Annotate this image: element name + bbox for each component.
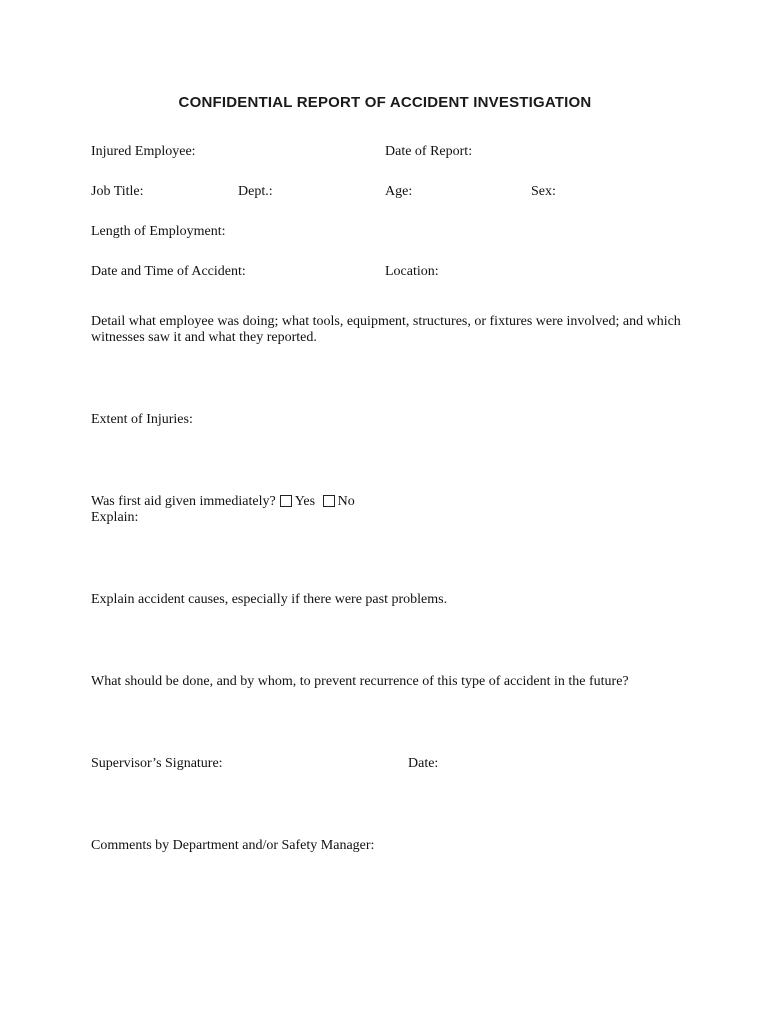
first-aid-question: Was first aid given immediately? bbox=[91, 494, 276, 509]
prevention-prompt: What should be done, and by whom, to prevent recurrence of this type of accident in the future? bbox=[91, 674, 629, 689]
location-label: Location: bbox=[385, 264, 439, 279]
detail-prompt: Detail what employee was doing; what tools, equipment, structures, or fixtures were involved; and which witnesses saw it and what they reported. bbox=[91, 314, 681, 345]
dept-label: Dept.: bbox=[238, 184, 273, 199]
date-of-report-label: Date of Report: bbox=[385, 144, 473, 159]
document-title: CONFIDENTIAL REPORT OF ACCIDENT INVESTIGATION bbox=[178, 94, 592, 111]
yes-label: Yes bbox=[294, 494, 316, 509]
no-checkbox[interactable] bbox=[323, 495, 335, 507]
extent-of-injuries-label: Extent of Injuries: bbox=[91, 412, 193, 427]
length-of-employment-label: Length of Employment: bbox=[91, 224, 226, 239]
supervisor-signature-label: Supervisor’s Signature: bbox=[91, 756, 223, 771]
age-label: Age: bbox=[385, 184, 413, 199]
injured-employee-label: Injured Employee: bbox=[91, 144, 196, 159]
causes-prompt: Explain accident causes, especially if there were past problems. bbox=[91, 592, 448, 607]
no-label: No bbox=[337, 494, 355, 509]
yes-checkbox[interactable] bbox=[280, 495, 292, 507]
date-time-accident-label: Date and Time of Accident: bbox=[91, 264, 246, 279]
date-label: Date: bbox=[408, 756, 439, 771]
comments-label: Comments by Department and/or Safety Manager: bbox=[91, 838, 375, 853]
job-title-label: Job Title: bbox=[91, 184, 144, 199]
explain-label: Explain: bbox=[91, 510, 139, 525]
first-aid-row bbox=[91, 494, 355, 510]
sex-label: Sex: bbox=[531, 184, 556, 199]
